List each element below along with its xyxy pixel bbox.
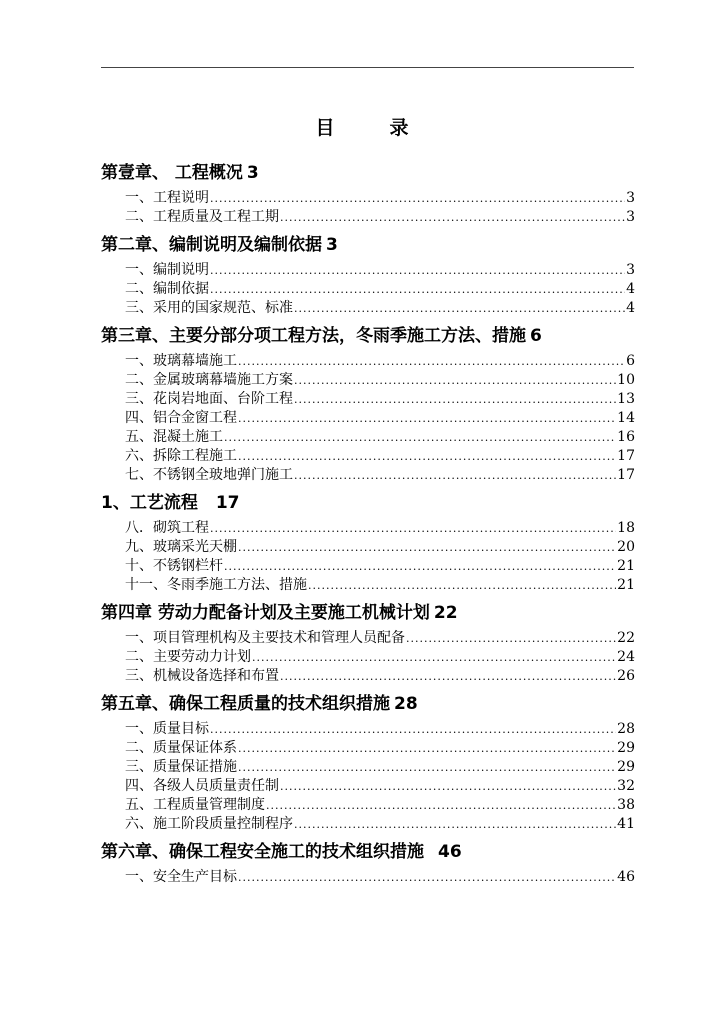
- toc-entry[interactable]: [101, 815, 635, 834]
- toc-entry[interactable]: [101, 629, 635, 648]
- toc-entry-label: 四、铝合金窗工程: [125, 410, 237, 426]
- toc-entry-label: 三、采用的国家规范、标准: [125, 300, 293, 316]
- toc-chapter-heading[interactable]: [101, 837, 635, 868]
- toc-entry-label: 一、编制说明: [125, 262, 209, 278]
- chapter-page-number: 28: [394, 694, 418, 714]
- toc-entry-page: 29: [617, 759, 635, 775]
- dot-leader: [294, 299, 625, 318]
- chapter-title: 第五章、确保工程质量的技术组织措施: [101, 694, 390, 714]
- toc-entry[interactable]: [101, 519, 635, 538]
- toc-entry-label: 八．砌筑工程: [125, 520, 209, 536]
- toc-entry-label: 三、机械设备选择和布置: [125, 668, 279, 684]
- toc-entry-label: 十一、冬雨季施工方法、措施: [125, 577, 307, 593]
- toc-entry-page: 6: [626, 353, 635, 369]
- toc-entry-page: 13: [617, 391, 635, 407]
- toc-entry-label: 二、金属玻璃幕墙施工方案: [125, 372, 293, 388]
- toc-entry-page: 14: [617, 410, 635, 426]
- dot-leader: [280, 667, 616, 686]
- toc-entry-page: 22: [617, 630, 635, 646]
- toc-entry-label: 五、工程质量管理制度: [125, 797, 265, 813]
- toc-entry-page: 20: [617, 539, 635, 555]
- toc-entry[interactable]: [101, 428, 635, 447]
- dot-leader: [210, 280, 625, 299]
- dot-leader: [210, 720, 616, 739]
- toc-entry-label: 二、主要劳动力计划: [125, 649, 251, 665]
- page-title: 目 录: [315, 117, 427, 139]
- toc-entry-page: 3: [626, 262, 635, 278]
- toc-entry-label: 二、编制依据: [125, 281, 209, 297]
- toc-entry-label: 六、拆除工程施工: [125, 448, 237, 464]
- dot-leader: [406, 629, 616, 648]
- toc-entry-label: 七、不锈钢全玻地弹门施工: [125, 467, 293, 483]
- chapter-title: 第二章、编制说明及编制依据: [101, 235, 322, 255]
- toc-entry-page: 21: [617, 577, 635, 593]
- toc-entry-page: 26: [617, 668, 635, 684]
- dot-leader: [238, 739, 616, 758]
- dot-leader: [210, 519, 616, 538]
- toc-entry-page: 29: [617, 740, 635, 756]
- dot-leader: [308, 576, 616, 595]
- toc-chapter-heading[interactable]: [101, 230, 635, 261]
- chapter-page-number: 46: [438, 842, 462, 862]
- dot-leader: [294, 371, 616, 390]
- dot-leader: [224, 428, 616, 447]
- dot-leader: [238, 538, 616, 557]
- dot-leader: [280, 777, 616, 796]
- toc-entry-label: 一、玻璃幕墙施工: [125, 353, 237, 369]
- toc-entry-page: 16: [617, 429, 635, 445]
- toc-chapter-heading[interactable]: [101, 321, 635, 352]
- toc-entry[interactable]: [101, 189, 635, 208]
- toc-entry[interactable]: [101, 261, 635, 280]
- dot-leader: [266, 796, 616, 815]
- dot-leader: [210, 189, 625, 208]
- toc-entry-label: 一、安全生产目标: [125, 869, 237, 885]
- dot-leader: [210, 261, 625, 280]
- toc-entry-page: 28: [617, 721, 635, 737]
- toc-entry[interactable]: [101, 299, 635, 318]
- toc-entry-label: 四、各级人员质量责任制: [125, 778, 279, 794]
- toc-entry-page: 41: [617, 816, 635, 832]
- toc-entry[interactable]: [101, 538, 635, 557]
- dot-leader: [238, 409, 616, 428]
- chapter-title: 1、工艺流程: [101, 493, 198, 513]
- toc-entry[interactable]: [101, 447, 635, 466]
- dot-leader: [238, 352, 625, 371]
- chapter-title: 第四章 劳动力配备计划及主要施工机械计划: [101, 603, 430, 623]
- chapter-title: 第壹章、 工程概况: [101, 163, 243, 183]
- toc-entry-page: 46: [617, 869, 635, 885]
- toc-entry-page: 21: [617, 558, 635, 574]
- toc-entry[interactable]: [101, 280, 635, 299]
- toc-entry-label: 三、质量保证措施: [125, 759, 237, 775]
- toc-entry-page: 3: [626, 190, 635, 206]
- toc-entry-page: 32: [617, 778, 635, 794]
- toc-entry-label: 三、花岗岩地面、台阶工程: [125, 391, 293, 407]
- toc-entry-page: 24: [617, 649, 635, 665]
- chapter-page-number: 3: [326, 235, 338, 255]
- toc-entry[interactable]: [101, 352, 635, 371]
- chapter-title: 第三章、主要分部分项工程方法，冬雨季施工方法、措施: [101, 326, 526, 346]
- toc-entry[interactable]: [101, 868, 635, 887]
- toc-entry-label: 九、玻璃采光天棚: [125, 539, 237, 555]
- toc-entry-page: 3: [626, 209, 635, 225]
- toc-chapter-heading[interactable]: [101, 158, 635, 189]
- toc-entry[interactable]: [101, 466, 635, 485]
- toc-entry-label: 二、工程质量及工程工期: [125, 209, 279, 225]
- toc-entry[interactable]: [101, 777, 635, 796]
- dot-leader: [224, 557, 616, 576]
- toc-entry[interactable]: [101, 758, 635, 777]
- toc-entry-label: 五、混凝土施工: [125, 429, 223, 445]
- toc-entry[interactable]: [101, 409, 635, 428]
- toc-entry-label: 一、工程说明: [125, 190, 209, 206]
- toc-entry-label: 十、不锈钢栏杆: [125, 558, 223, 574]
- table-of-contents: [101, 158, 635, 889]
- chapter-page-number: 17: [215, 493, 240, 513]
- chapter-page-number: 22: [433, 603, 458, 623]
- toc-entry-label: 二、质量保证体系: [125, 740, 237, 756]
- dot-leader: [238, 758, 616, 777]
- toc-entry-page: 4: [626, 300, 635, 316]
- toc-chapter-heading[interactable]: [101, 689, 635, 720]
- toc-entry[interactable]: [101, 208, 635, 227]
- chapter-page-number: 6: [530, 326, 542, 346]
- toc-entry[interactable]: [101, 739, 635, 758]
- toc-entry-page: 38: [617, 797, 635, 813]
- toc-entry[interactable]: [101, 576, 635, 595]
- toc-entry-page: 4: [626, 281, 635, 297]
- dot-leader: [238, 447, 616, 466]
- dot-leader: [294, 466, 616, 485]
- toc-entry-page: 10: [617, 372, 635, 388]
- chapter-title: 第六章、确保工程安全施工的技术组织措施: [101, 842, 424, 862]
- toc-entry[interactable]: [101, 390, 635, 409]
- dot-leader: [252, 648, 616, 667]
- toc-entry[interactable]: [101, 667, 635, 686]
- dot-leader: [238, 868, 616, 887]
- toc-entry-page: 18: [617, 520, 635, 536]
- header-rule: [101, 67, 634, 68]
- dot-leader: [280, 208, 625, 227]
- toc-entry[interactable]: [101, 648, 635, 667]
- toc-entry[interactable]: [101, 557, 635, 576]
- toc-entry[interactable]: [101, 720, 635, 739]
- toc-entry-label: 一、项目管理机构及主要技术和管理人员配备: [125, 630, 405, 646]
- toc-entry[interactable]: [101, 796, 635, 815]
- toc-entry-label: 一、质量目标: [125, 721, 209, 737]
- toc-entry[interactable]: [101, 371, 635, 390]
- toc-chapter-heading[interactable]: [101, 488, 635, 519]
- toc-entry-page: 17: [617, 448, 635, 464]
- dot-leader: [294, 815, 616, 834]
- chapter-page-number: 3: [246, 163, 259, 183]
- toc-entry-page: 17: [617, 467, 635, 483]
- dot-leader: [294, 390, 616, 409]
- toc-entry-label: 六、施工阶段质量控制程序: [125, 816, 293, 832]
- toc-chapter-heading[interactable]: [101, 598, 635, 629]
